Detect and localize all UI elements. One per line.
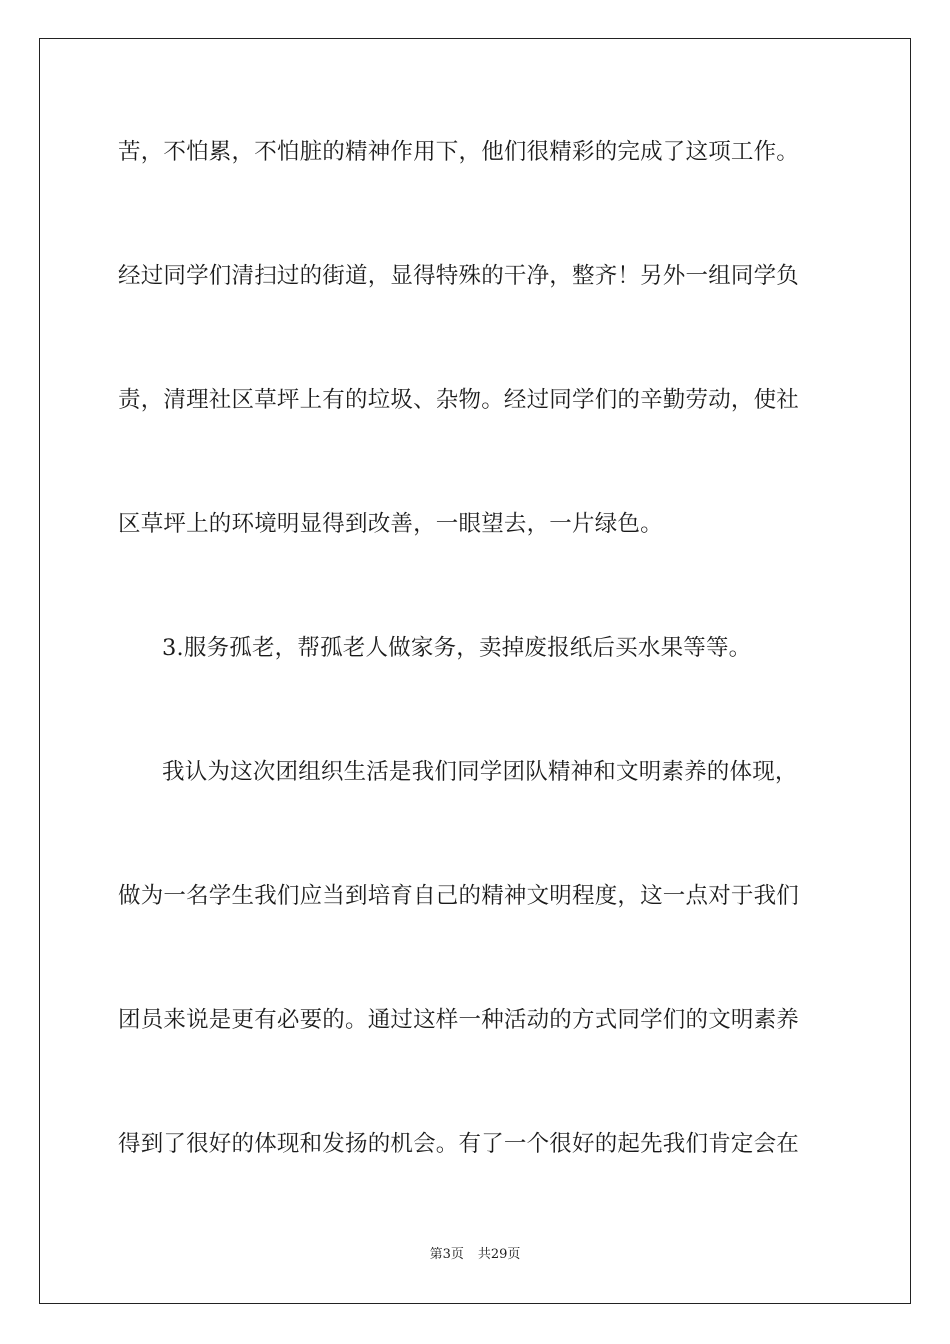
body-text-line-1: 苦，不怕累，不怕脏的精神作用下，他们很精彩的完成了这项工作。 (118, 139, 800, 165)
page-footer (0, 1246, 950, 1264)
body-text-line-8: 团员来说是更有必要的。通过这样一种活动的方式同学们的文明素养 (118, 1007, 800, 1033)
page-border (39, 38, 911, 1304)
body-text-line-9: 得到了很好的体现和发扬的机会。有了一个很好的起先我们肯定会在 (118, 1131, 800, 1157)
body-text-line-2: 经过同学们清扫过的街道，显得特殊的干净，整齐！另外一组同学负 (118, 263, 800, 289)
page-number: 第3页 (429, 1247, 464, 1262)
body-text-line-4: 区草坪上的环境明显得到改善，一眼望去，一片绿色。 (118, 511, 663, 537)
page-total: 共29页 (477, 1247, 521, 1262)
body-text-line-5: 3.服务孤老，帮孤老人做家务，卖掉废报纸后买水果等等。 (162, 635, 752, 661)
body-text-line-7: 做为一名学生我们应当到培育自己的精神文明程度，这一点对于我们 (118, 883, 800, 909)
body-text-line-6: 我认为这次团组织生活是我们同学团队精神和文明素养的体现， (162, 759, 798, 785)
body-text-line-3: 责，清理社区草坪上有的垃圾、杂物。经过同学们的辛勤劳动，使社 (118, 387, 800, 413)
